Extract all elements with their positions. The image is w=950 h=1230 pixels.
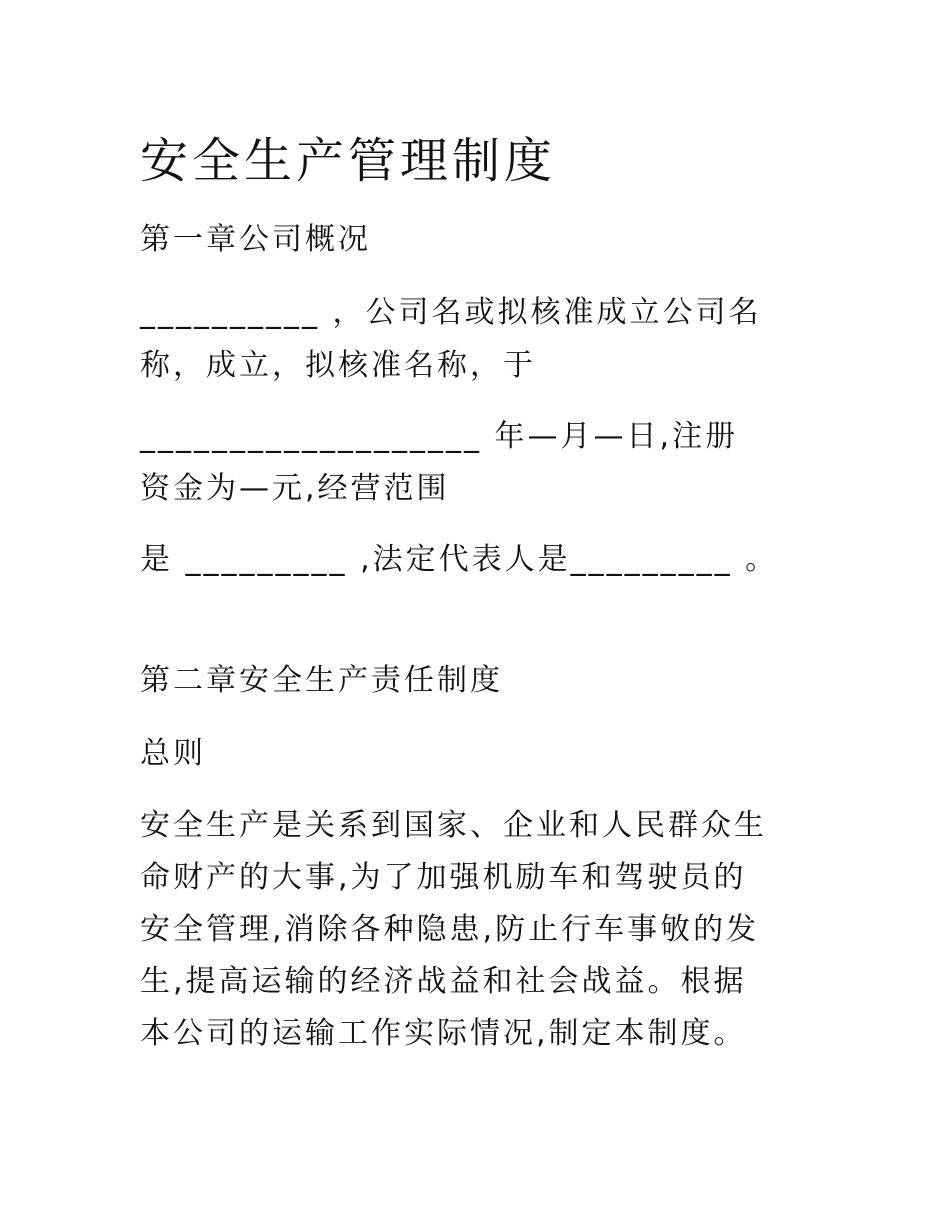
body-line: 本公司的运输工作实际情况,制定本制度。 xyxy=(140,1016,747,1051)
general-provisions-heading: 总则 xyxy=(140,736,206,771)
company-name-line-cont: 称，成立，拟核准名称，于 xyxy=(140,348,536,383)
body-line: 安全生产是关系到国家、企业和人民群众生 xyxy=(140,808,767,843)
chapter-1-heading: 第一章公司概况 xyxy=(140,222,371,257)
chapter-2-heading: 第二章安全生产责任制度 xyxy=(140,663,503,698)
body-line: 命财产的大事,为了加强机励车和驾驶员的 xyxy=(140,860,747,895)
registered-capital-line: 资金为—元,经营范围 xyxy=(140,471,450,506)
body-line: 安全管理,消除各种隐患,防止行车事敂的发 xyxy=(140,912,760,947)
body-line: 生,提高运输的经济战益和社会战益。根据 xyxy=(140,964,747,999)
document-title: 安全生产管理制度 xyxy=(140,133,557,189)
legal-representative-line: 是 _________ ,法定代表人是_________ 。 xyxy=(140,542,779,577)
company-name-line: __________ ，公司名或拟核准成立公司名 xyxy=(140,295,762,330)
registration-date-line: ___________________ 年—月—日,注册 xyxy=(140,419,739,454)
